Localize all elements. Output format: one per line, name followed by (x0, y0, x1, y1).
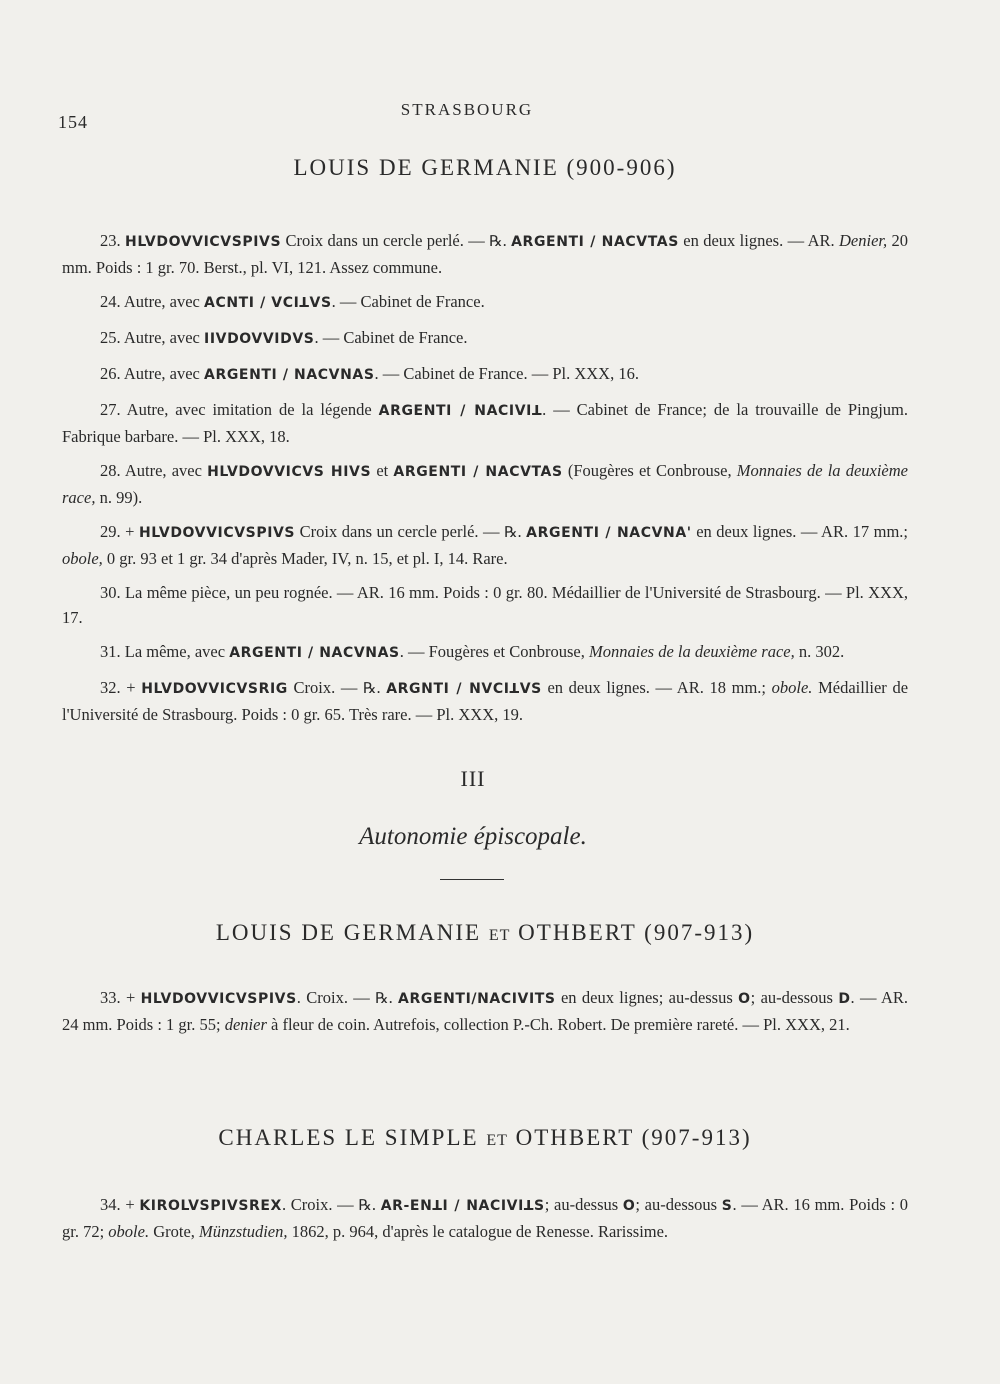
entry-30: 30. La même pièce, un peu rognée. — AR. 16 mm. Poids : 0 gr. 80. Médaillier de l'Université de Strasbourg. — Pl. XXX, 17. (62, 583, 908, 627)
entry-27: 27. Autre, avec imitation de la légende ARGENTI / NACIVIꓕ. — Cabinet de France; de la trouvaille de Pingjum. Fabrique barbare. — Pl. XXX, 18. (62, 400, 908, 446)
entry-26: 26. Autre, avec ARGENTI / NACVNAS. — Cabinet de France. — Pl. XXX, 16. (100, 364, 639, 383)
entries-list-1 (62, 228, 908, 736)
running-title: STRASBOURG (400, 100, 534, 119)
section-title-louis-othbert: LOUIS DE GERMANIE ET OTHBERT (907-913) (215, 920, 755, 945)
chapter-title: Autonomie épiscopale. (359, 823, 587, 850)
entry-33: 33. + HLVDOVVICVSPIVS. Croix. — ℞. ARGENTI/NACIVITS en deux lignes; au-dessus O; au-dessous D. — AR. 24 mm. Poids : 1 gr. 55; denier à fleur de coin. Autrefois, collection P.-Ch. Robert. De première rareté. — Pl. XXX, 21. (62, 988, 908, 1034)
entry-24: 24. Autre, avec ACNTI / VCIꓕVS. — Cabinet de France. (100, 292, 485, 311)
entry-29: 29. + HLVDOVVICVSPIVS Croix dans un cercle perlé. — ℞. ARGENTI / NACVNA' en deux lignes. — AR. 17 mm.; obole, 0 gr. 93 et 1 gr. 34 d'après Mader, IV, n. 15, et pl. I, 14. Rare. (62, 522, 908, 568)
entry-32: 32. + HLVDOVVICVSRIG Croix. — ℞. ARGNTI / NVCIꓕVS en deux lignes. — AR. 18 mm.; obole. Médaillier de l'Université de Strasbourg. Poids : 0 gr. 65. Très rare. — Pl. XXX, 19. (62, 678, 909, 724)
divider-rule (440, 879, 504, 880)
section-title-charles-othbert: CHARLES LE SIMPLE ET OTHBERT (907-913) (218, 1125, 752, 1150)
entries-list-2 (62, 985, 908, 1046)
section-title-louis-de-germanie: LOUIS DE GERMANIE (900-906) (293, 155, 677, 180)
entries-list-3 (62, 1192, 908, 1253)
entry-34: 34. + KIROLVSPIVSREX. Croix. — ℞. AR-ENꓕI / NACIVIꓕS; au-dessus O; au-dessous S. — AR. 16 mm. Poids : 0 gr. 72; obole. Grote, Münzstudien, 1862, p. 964, d'après le catalogue de Renesse. Rarissime. (62, 1195, 909, 1241)
page-number: 154 (58, 112, 88, 132)
entry-31: 31. La même, avec ARGENTI / NACVNAS. — Fougères et Conbrouse, Monnaies de la deuxième race, n. 302. (100, 642, 845, 661)
chapter-number: III (460, 766, 486, 791)
entry-28: 28. Autre, avec HLVDOVVICVS HIVS et ARGENTI / NACVTAS (Fougères et Conbrouse, Monnaies de la deuxième race, n. 99). (62, 461, 908, 507)
entry-23: 23. HLVDOVVICVSPIVS Croix dans un cercle perlé. — ℞. ARGENTI / NACVTAS en deux lignes. — AR. Denier, 20 mm. Poids : 1 gr. 70. Berst., pl. VI, 121. Assez commune. (62, 231, 909, 277)
entry-25: 25. Autre, avec IIVDOVVIDVS. — Cabinet de France. (100, 328, 468, 347)
